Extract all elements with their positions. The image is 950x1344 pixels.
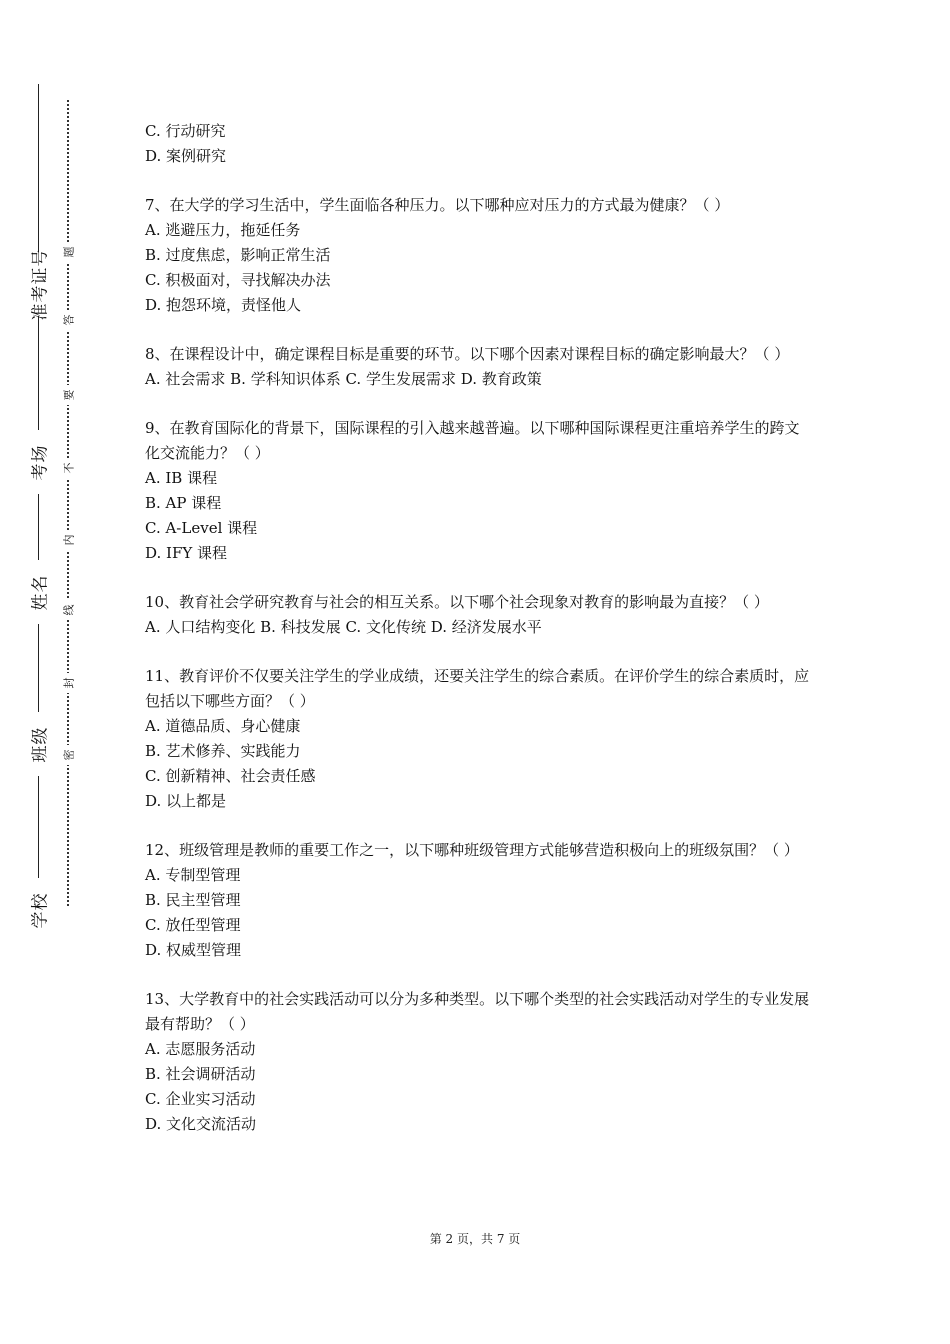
question-stem: 13、大学教育中的社会实践活动可以分为多种类型。以下哪个类型的社会实践活动对学生的专业发展最有帮助？（ ） [145,990,810,1033]
question-stem: 8、在课程设计中，确定课程目标是重要的环节。以下哪个因素对课程目标的确定影响最大？（ ） [145,345,790,363]
option: D. 以上都是 [145,792,227,810]
option: C. 放任型管理 [145,916,241,934]
question-list [145,119,810,1161]
option: A. 专制型管理 [145,866,241,884]
binding-dotted-line [67,100,69,906]
field-name: 姓名 [20,560,56,624]
option: D. 权威型管理 [145,941,242,959]
seal-char: 要 [58,385,78,405]
option: C. 行动研究 [145,122,226,140]
option: A. 人口结构变化 B. 科技发展 C. 文化传统 D. 经济发展水平 [145,618,542,636]
question-stem: 10、教育社会学研究教育与社会的相互关系。以下哪个社会现象对教育的影响最为直接？（ ） [145,593,769,611]
question-stem: 7、在大学的学习生活中，学生面临各种压力。以下哪种应对压力的方式最为健康？（ ） [145,196,730,214]
seal-char: 封 [58,673,78,693]
seal-char: 线 [58,600,78,620]
question-12 [145,838,810,963]
field-class: 班级 [20,712,56,776]
option: B. 社会调研活动 [145,1065,256,1083]
question-7 [145,193,810,318]
question-9 [145,416,810,566]
seal-char: 密 [58,745,78,765]
page-footer: 第 2 页，共 7 页 [429,1232,521,1246]
question-stem: 9、在教育国际化的背景下，国际课程的引入越来越普遍。以下哪种国际课程更注重培养学生的跨文化交流能力？（ ） [145,419,800,462]
question-11 [145,664,810,814]
option: A. IB 课程 [145,469,218,487]
question-stem: 11、教育评价不仅要关注学生的学业成绩，还要关注学生的综合素质。在评价学生的综合素质时，应包括以下哪些方面？（ ） [145,667,810,710]
binding-solid-line [38,84,39,906]
option: D. 文化交流活动 [145,1115,257,1133]
seal-char: 内 [58,530,78,550]
question-13 [145,987,810,1137]
option: C. 创新精神、社会责任感 [145,767,316,785]
seal-char: 题 [58,242,78,262]
option: B. AP 课程 [145,494,222,512]
option: A. 志愿服务活动 [145,1040,256,1058]
question-10 [145,590,810,640]
option: A. 道德品质、身心健康 [145,717,301,735]
field-exam-number: 准考证号 [20,252,56,316]
seal-char: 答 [58,310,78,330]
option: D. 案例研究 [145,147,227,165]
option: B. 艺术修养、实践能力 [145,742,301,760]
question-8 [145,342,810,392]
option: A. 逃避压力，拖延任务 [145,221,301,239]
option: B. 过度焦虑，影响正常生活 [145,246,331,264]
option: C. 企业实习活动 [145,1090,256,1108]
question-stem: 12、班级管理是教师的重要工作之一，以下哪种班级管理方式能够营造积极向上的班级氛围？（ ） [145,841,799,859]
option: D. IFY 课程 [145,544,228,562]
field-exam-room: 考场 [20,430,56,494]
option: C. A-Level 课程 [145,519,258,537]
option: C. 积极面对，寻找解决办法 [145,271,331,289]
option: A. 社会需求 B. 学科知识体系 C. 学生发展需求 D. 教育政策 [145,370,542,388]
continued-question [145,119,810,169]
seal-char: 不 [58,458,78,478]
option: B. 民主型管理 [145,891,241,909]
field-school: 学校 [20,878,56,942]
option: D. 抱怨环境，责怪他人 [145,296,302,314]
binding-margin [0,0,100,1344]
